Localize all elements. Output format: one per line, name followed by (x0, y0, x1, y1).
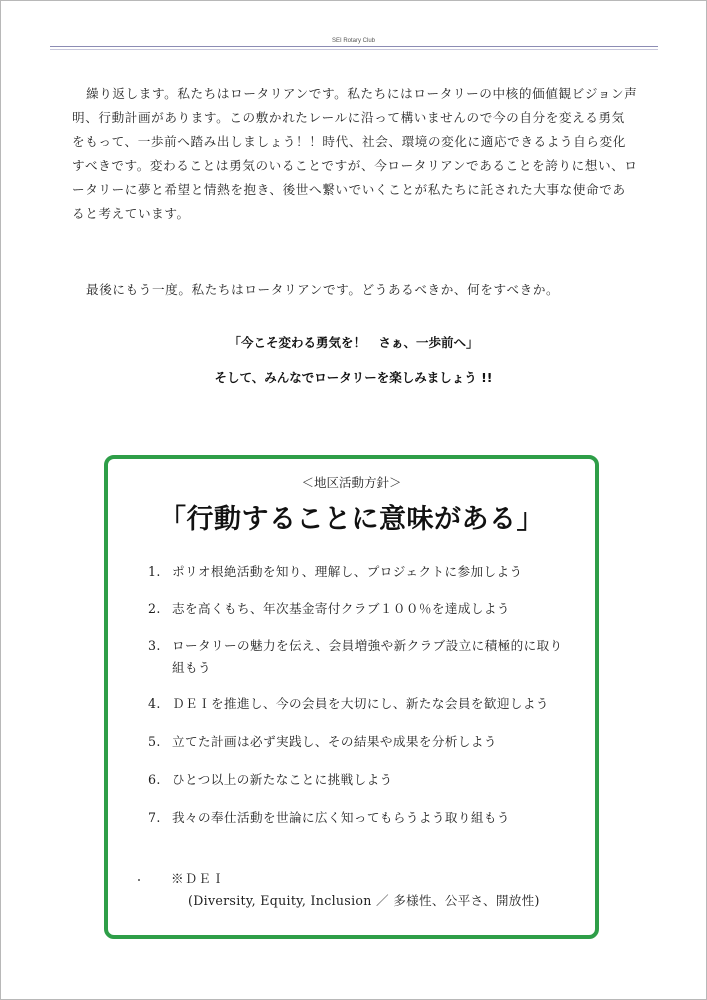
policy-item-number: 2. (148, 601, 161, 616)
district-policy-box (104, 455, 599, 939)
policy-title: 「行動することに意味がある」 (159, 504, 544, 535)
policy-item-number: 7. (148, 810, 161, 825)
policy-item-text: 志を高くもち、年次基金寄付クラブ１００％を達成しよう (172, 601, 510, 616)
policy-item-number: 3. (148, 638, 161, 653)
policy-item (148, 561, 568, 583)
slogan-line-2: そして、みんなでロータリーを楽しみましょう !! (214, 370, 493, 385)
policy-item-text: ひとつ以上の新たなことに挑戦しよう (172, 772, 393, 787)
policy-item-number: 5. (148, 734, 161, 749)
policy-item-text: ＤＥＩを推進し、今の会員を大切にし、新たな会員を歓迎しよう (172, 696, 549, 711)
policy-item (148, 769, 568, 791)
policy-item (148, 635, 568, 679)
policy-item (148, 693, 568, 715)
policy-item-text: ポリオ根絶活動を知り、理解し、プロジェクトに参加しよう (172, 564, 523, 579)
policy-item (148, 731, 568, 753)
dei-note-label: ※ＤＥＩ (171, 871, 226, 886)
policy-item-text: ロータリーの魅力を伝え、会員増強や新クラブ設立に積極的に取り組もう (172, 638, 563, 675)
header-rule-secondary (50, 49, 658, 50)
policy-item (148, 598, 568, 620)
dei-note-text: (Diversity, Equity, Inclusion ／ 多様性、公平さ、開放性) (188, 893, 540, 908)
stray-mark (138, 879, 140, 881)
header-club-name: SEI Rotary Club (331, 38, 376, 44)
policy-list (148, 561, 568, 829)
slogan-line-1: 「今こそ変わる勇気を！ さぁ、一歩前へ」 (228, 335, 479, 350)
header-rule (50, 46, 658, 47)
policy-item-number: 4. (148, 696, 161, 711)
policy-item-number: 1. (148, 564, 161, 579)
body-paragraph-2: 最後にもう一度。私たちはロータリアンです。どうあるべきか、何をすべきか。 (86, 282, 560, 297)
policy-item-number: 6. (148, 772, 161, 787)
policy-item-text: 立てた計画は必ず実践し、その結果や成果を分析しよう (172, 734, 497, 749)
policy-item-text: 我々の奉仕活動を世論に広く知ってもらうよう取り組もう (172, 810, 510, 825)
policy-heading: ＜地区活動方針＞ (301, 475, 402, 490)
policy-item (148, 807, 568, 829)
body-paragraph-1: 繰り返します。私たちはロータリアンです。私たちにはロータリーの中核的価値観ビジョン声明、行動計画があります。この敷かれたレールに沿って構いませんので今の自分を変える勇気をもって、一歩前へ踏み出しましょう！！時代、社会、環境の変化に適応できるよう自ら変化すべきです。変わることは勇気のいることですが、今ロータリアンであることを誇りに想い、ロータリーに夢と希望と情熱を抱き、後世へ繋いでいくことが私たちに託された大事な使命であると考えています。 (72, 86, 638, 221)
